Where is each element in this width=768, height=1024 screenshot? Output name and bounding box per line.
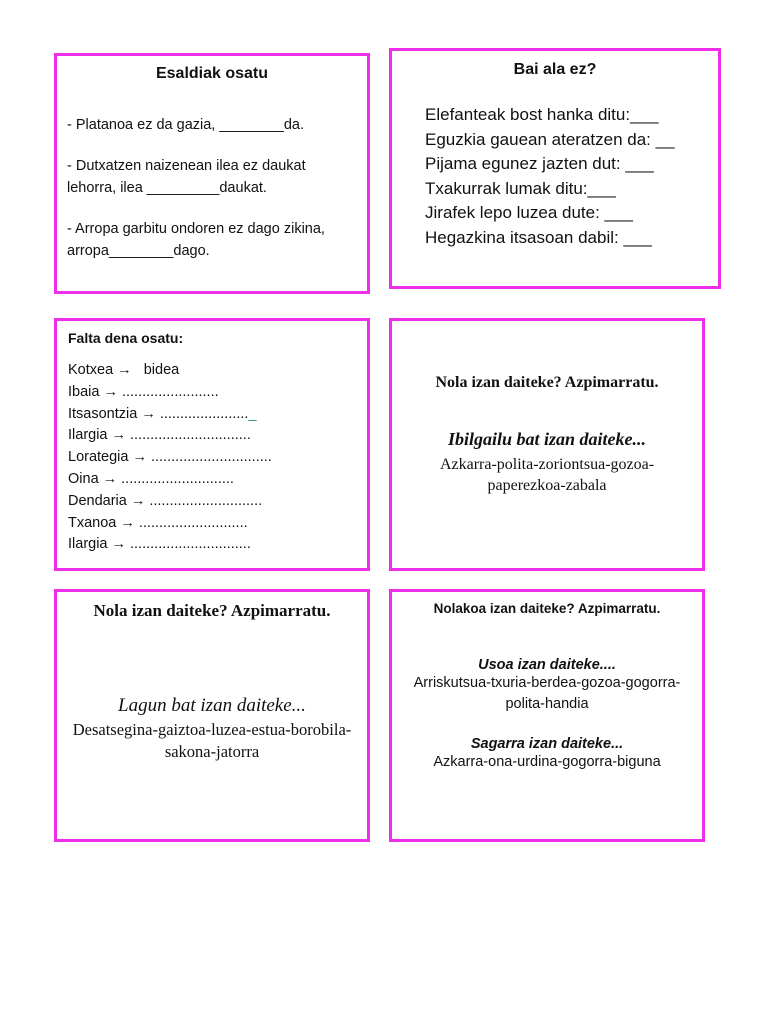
word-options: Desatsegina-gaiztoa-luzea-estua-borobila-sakona-jatorra [72, 720, 352, 761]
card-subtitle-sagarra: Sagarra izan daiteke... [470, 736, 624, 752]
card-title: Nolakoa izan daiteke? Azpimarratu. [433, 601, 661, 616]
row-word: Ilargia [68, 536, 108, 553]
arrow-right-icon: → [111, 427, 126, 444]
completion-row [68, 513, 367, 535]
card-lagun [54, 589, 370, 842]
sentence-list [57, 114, 367, 262]
row-word: Ilargia [68, 427, 108, 444]
completion-row [68, 447, 367, 469]
question-item: Jirafek lepo luzea dute: ___ [425, 203, 633, 223]
question-item: Elefanteak bost hanka ditu:___ [425, 105, 659, 124]
card-title: Nola izan daiteke? Azpimarratu. [435, 374, 659, 391]
question-item: Eguzkia gauean ateratzen da: __ [425, 129, 675, 149]
arrow-right-icon: → [111, 536, 126, 553]
row-word: Oina [68, 470, 99, 487]
row-word: Itsasontzia [68, 405, 138, 422]
card-subtitle: Ibilgailu bat izan daiteke... [447, 429, 647, 449]
sentence-item: - Dutxatzen naizenean ilea ez daukat lehorra, ilea _________daukat. [67, 158, 306, 196]
row-answer: ........................... [138, 514, 248, 531]
card-title: Bai ala ez? [513, 61, 597, 78]
question-list [392, 103, 718, 251]
sentence-item: - Platanoa ez da gazia, ________da. [67, 117, 305, 133]
arrow-right-icon: → [117, 362, 132, 378]
card-title: Esaldiak osatu [155, 65, 269, 82]
card-subtitle-usoa: Usoa izan daiteke.... [478, 657, 616, 673]
completion-row [68, 360, 367, 382]
row-answer: ............................ [121, 470, 234, 487]
arrow-right-icon: → [141, 405, 156, 422]
row-word: Lorategia [68, 449, 129, 466]
sentence-item: - Arropa garbitu ondoren ez dago zikina, arropa________dago. [67, 221, 325, 259]
card-falta-dena-osatu [54, 318, 370, 571]
arrow-right-icon: → [103, 383, 118, 400]
card-esaldiak-osatu [54, 53, 370, 294]
card-ibilgailu [389, 318, 705, 571]
row-word: Ibaia [68, 383, 100, 400]
completion-row [68, 534, 367, 556]
card-bai-ala-ez [389, 48, 721, 289]
card-title: Falta dena osatu: [68, 330, 184, 346]
row-word: Txanoa [68, 514, 117, 531]
row-word: Dendaria [68, 492, 127, 509]
card-subtitle: Lagun bat izan daiteke... [118, 695, 306, 716]
word-options-sagarra: Azkarra-ona-urdina-gogorra-biguna [433, 754, 661, 770]
completion-row [68, 469, 367, 491]
row-word: Kotxea [68, 362, 114, 378]
row-answer: ...................... [159, 405, 249, 422]
completion-row [68, 404, 367, 426]
word-options: Azkarra-polita-zoriontsua-gozoa-paperezkoa-zabala [439, 456, 655, 494]
row-answer: .............................. [130, 536, 251, 553]
arrow-right-icon: → [102, 470, 118, 487]
underscore-mark: _ [248, 405, 257, 422]
row-answer: .............................. [130, 427, 251, 444]
row-answer: .............................. [150, 449, 272, 466]
arrow-right-icon: → [132, 449, 147, 466]
completion-list [68, 360, 367, 556]
question-item: Txakurrak lumak ditu:___ [425, 178, 616, 198]
row-answer: ............................ [149, 492, 263, 509]
card-nolakoa [389, 589, 705, 842]
completion-row [68, 382, 367, 404]
row-answer: bidea [135, 362, 180, 378]
question-item: Pijama egunez jazten dut: ___ [425, 154, 654, 174]
arrow-right-icon: → [130, 492, 146, 509]
row-answer: ........................ [121, 383, 219, 400]
word-options-usoa: Arriskutsua-txuria-berdea-gozoa-gogorra-polita-handia [413, 675, 681, 712]
arrow-right-icon: → [120, 514, 135, 531]
card-title: Nola izan daiteke? Azpimarratu. [93, 601, 331, 620]
completion-row [68, 491, 367, 513]
completion-row [68, 425, 367, 447]
question-item: Hegazkina itsasoan dabil: ___ [425, 227, 652, 247]
